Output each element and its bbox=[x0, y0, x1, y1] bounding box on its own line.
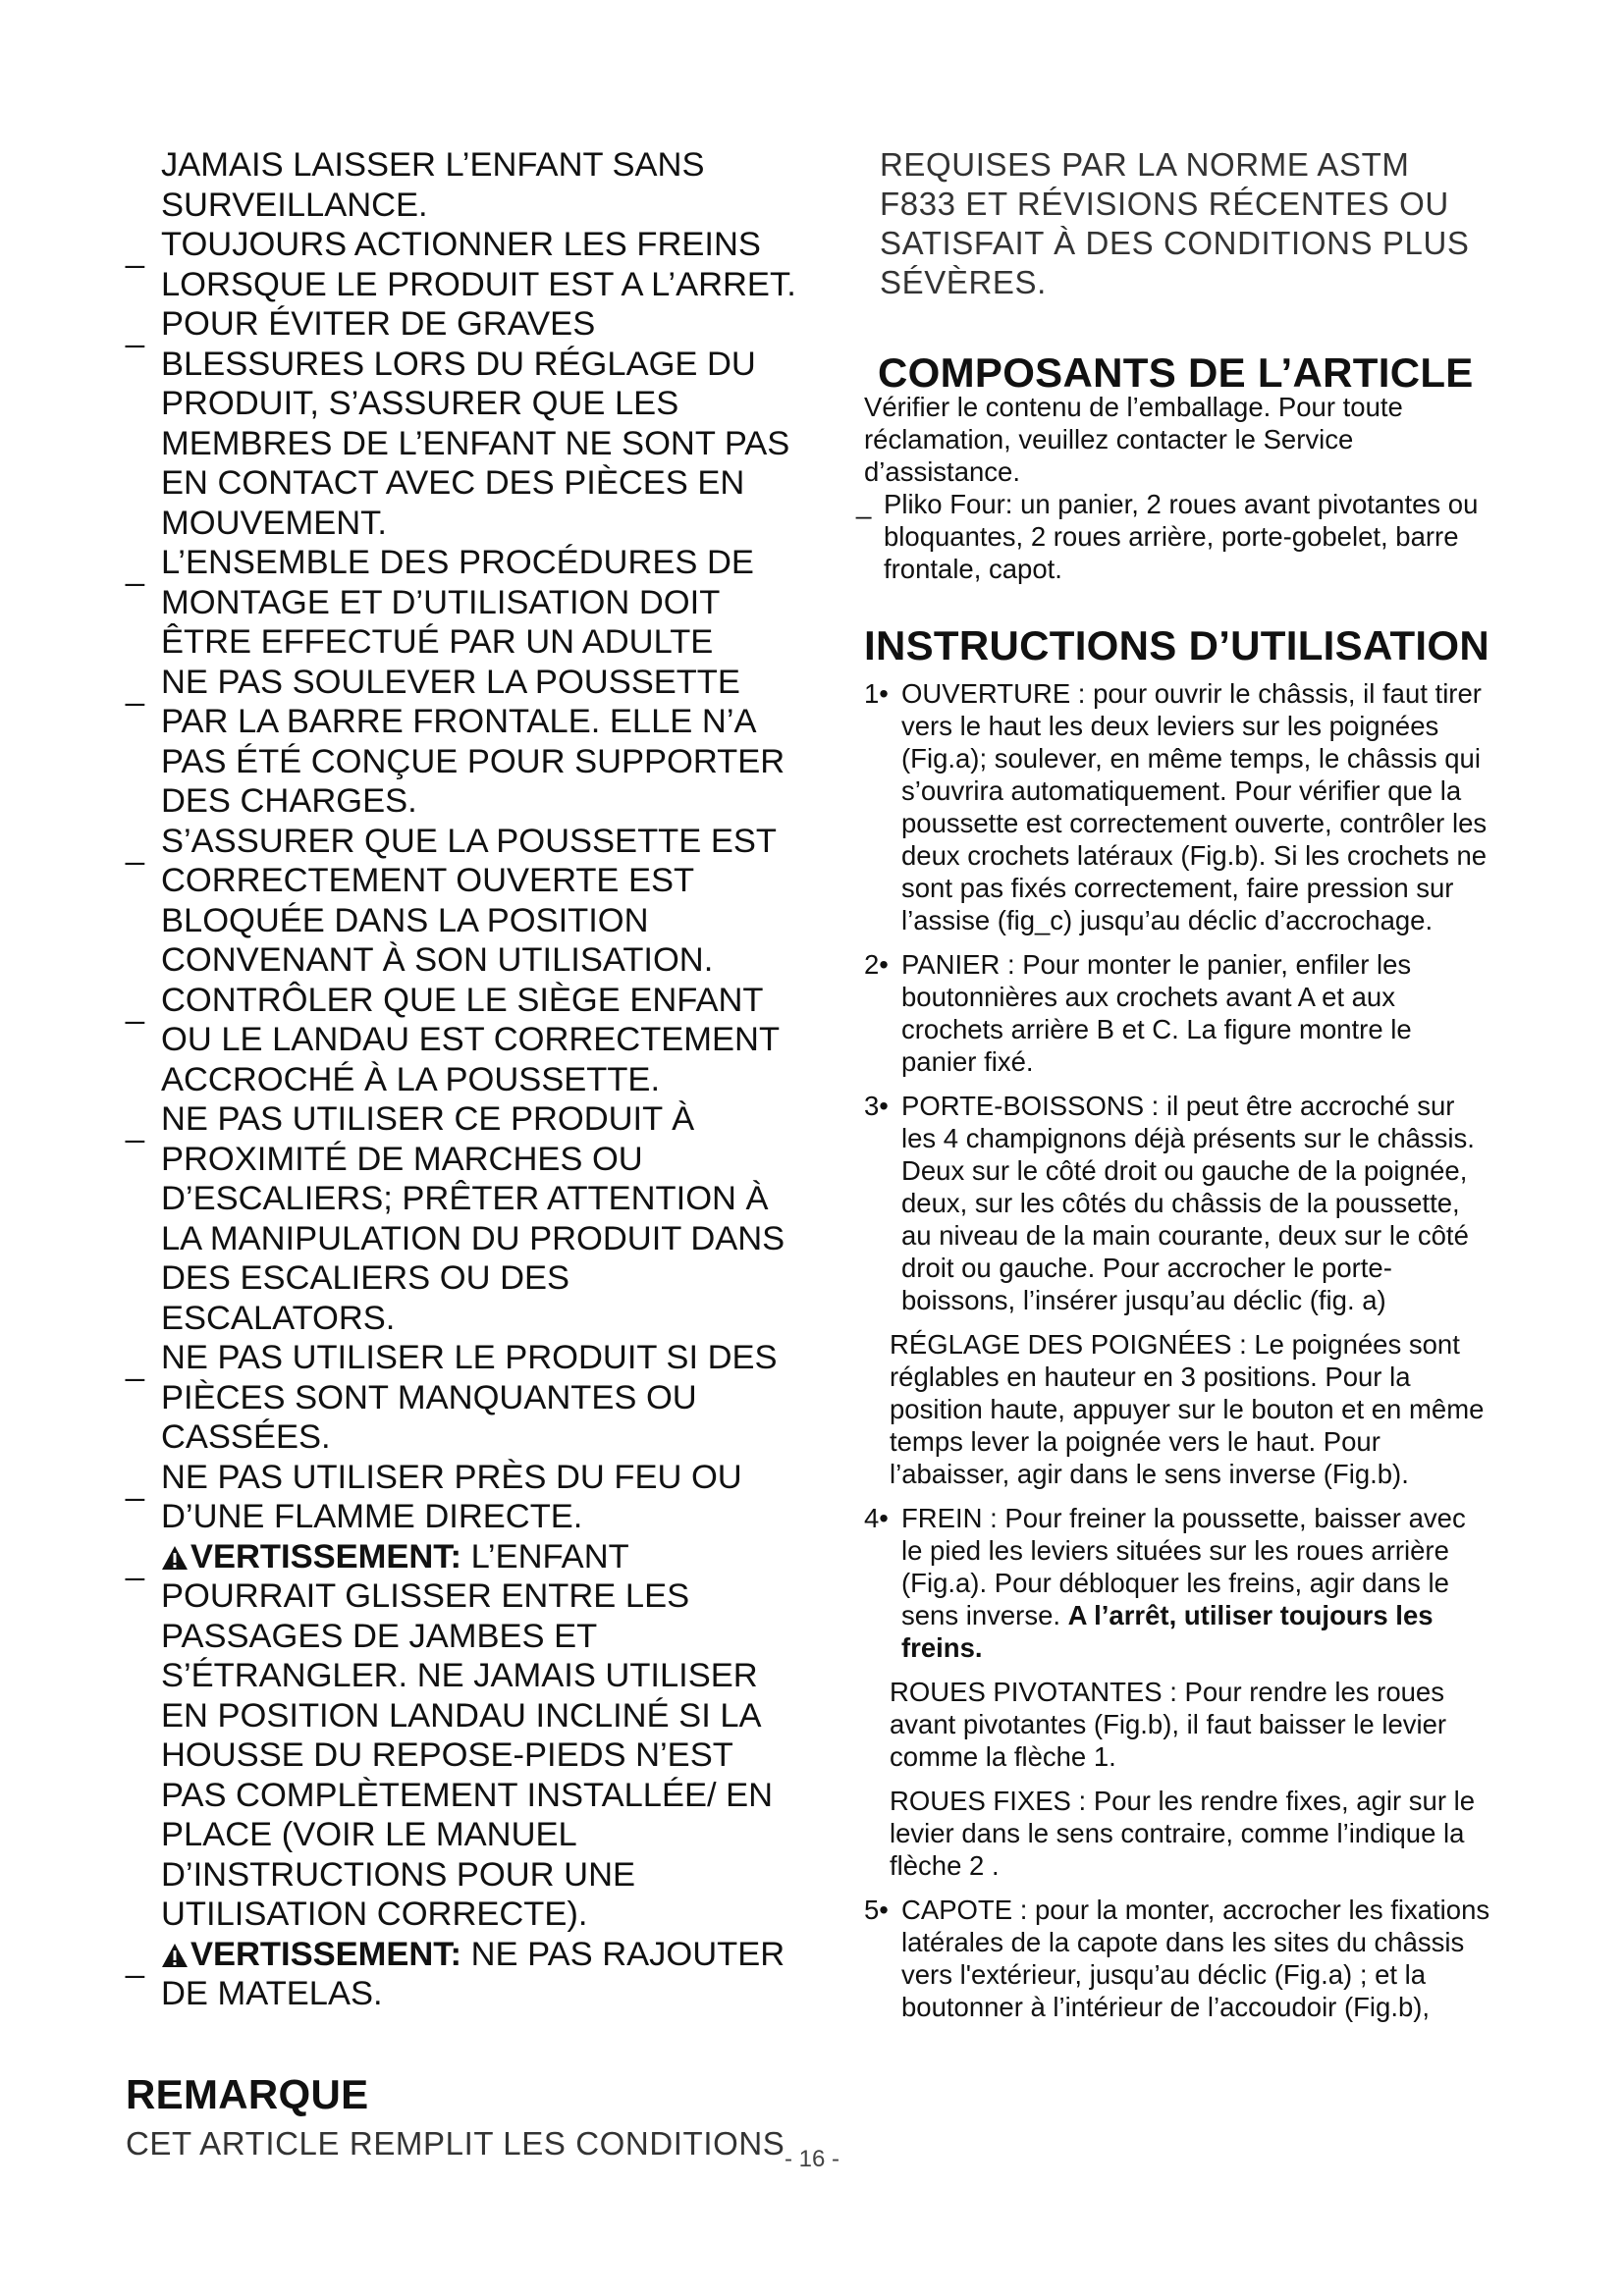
remarque-continuation: REQUISES PAR LA NORME ASTM F833 ET RÉVISIONS RÉCENTES OU SATISFAIT À DES CONDITIONS PLUS SÉVÈRES. bbox=[880, 146, 1470, 300]
step-porte-boissons: 3• PORTE-BOISSONS : il peut être accroché sur les 4 champignons déjà présents sur le châssis. Deux sur le côté droit ou gauche de la poignée, deux, sur les côtés du châssis de la poussette, au niveau de la main courante, deux sur le côté droit ou gauche. Pour accrocher le porte-boissons, l’insérer jusqu’au déclic (fig. a) bbox=[864, 1091, 1475, 1315]
right-column bbox=[856, 145, 1492, 2035]
warning-item: _ TOUJOURS ACTIONNER LES FREINS LORSQUE LE PRODUIT EST A L’ARRET. bbox=[126, 226, 796, 303]
left-column bbox=[126, 145, 803, 2163]
warning-item: _ S’ASSURER QUE LA POUSSETTE EST CORRECTEMENT OUVERTE EST BLOQUÉE DANS LA POSITION CONVENANT À SON UTILISATION. bbox=[126, 822, 777, 979]
components-item: _ Pliko Four: un panier, 2 roues avant pivotantes ou bloquantes, 2 roues arrière, porte-gobelet, barre frontale, capot. bbox=[856, 489, 1479, 584]
warning-item: _ NE PAS SOULEVER LA POUSSETTE PAR LA BARRE FRONTALE. ELLE N’A PAS ÉTÉ CONÇUE POUR SUPPORTER DES CHARGES. bbox=[126, 663, 785, 820]
avertissement-label: VERTISSEMENT: bbox=[190, 1537, 462, 1575]
instructions-list-2 bbox=[864, 1502, 1492, 1664]
instructions-list bbox=[864, 677, 1492, 1316]
reglage-poignees: RÉGLAGE DES POIGNÉES : Le poignées sont réglables en hauteur en 3 positions. Pour la position haute, appuyer sur le bouton et en même temps lever la poignée vers le haut. Pour l’abaisser, agir dans le sens inverse (Fig.b). bbox=[890, 1329, 1485, 1489]
warning-item: _ NE PAS UTILISER LE PRODUIT SI DES PIÈCES SONT MANQUANTES OU CASSÉES. bbox=[126, 1339, 778, 1456]
warning-item: _ L’ENSEMBLE DES PROCÉDURES DE MONTAGE ET D’UTILISATION DOIT ÊTRE EFFECTUÉ PAR UN ADULTE bbox=[126, 544, 754, 661]
warning-item: JAMAIS LAISSER L’ENFANT SANS SURVEILLANCE. bbox=[161, 146, 705, 224]
instructions-heading: INSTRUCTIONS D’UTILISATION bbox=[864, 622, 1489, 668]
page-number: - 16 - bbox=[784, 2146, 839, 2172]
warning-item: _ NE PAS UTILISER CE PRODUIT À PROXIMITÉ DE MARCHES OU D’ESCALIERS; PRÊTER ATTENTION À LA MANIPULATION DU PRODUIT DANS DES ESCALIERS OU DES ESCALATORS. bbox=[126, 1100, 785, 1337]
warning-triangle-icon bbox=[161, 1545, 189, 1571]
step-ouverture: 1• OUVERTURE : pour ouvrir le châssis, il faut tirer vers le haut les deux leviers sur les poignées (Fig.a); soulever, en même temps, le châssis qui s’ouvrira automatiquement. Pour vérifier que la poussette est correctement ouverte, contrôler les deux crochets latéraux (Fig.b). Si les crochets ne sont pas fixés correctement, faire pression sur l’assise (fig_c) jusqu’au déclic d’accrochage. bbox=[864, 678, 1488, 935]
step-panier: 2• PANIER : Pour monter le panier, enfiler les boutonnières aux crochets avant A et aux crochets arrière B et C. La figure montre le panier fixé. bbox=[864, 949, 1412, 1077]
frein-warning: A l’arrêt, utiliser toujours les freins. bbox=[901, 1600, 1434, 1663]
warning-avertissement-a: _ VERTISSEMENT: L’ENFANT POURRAIT GLISSER ENTRE LES PASSAGES DE JAMBES ET S’ÉTRANGLER. NE JAMAIS UTILISER EN POSITION LANDAU INCLINÉ SI LA HOUSSE DU REPOSE-PIEDS N’EST PAS COMPLÈTEMENT INSTALLÉE/ EN PLACE (VOIR LE MANUEL D’INSTRUCTIONS POUR UNE UTILISATION CORRECTE). bbox=[126, 1537, 774, 1933]
components-intro: Vérifier le contenu de l’emballage. Pour toute réclamation, veuillez contacter le Service d’assistance. bbox=[864, 392, 1403, 487]
warning-triangle-icon bbox=[161, 1943, 189, 1968]
roues-fixes: ROUES FIXES : Pour les rendre fixes, agir sur le levier dans le sens contraire, comme l’indique la flèche 2 . bbox=[890, 1786, 1476, 1881]
warning-item: _ NE PAS UTILISER PRÈS DU FEU OU D’UNE FLAMME DIRECTE. bbox=[126, 1458, 742, 1535]
avertissement-text: NE PAS RAJOUTER DE MATELAS. bbox=[161, 1935, 785, 2012]
warning-item: _ POUR ÉVITER DE GRAVES BLESSURES LORS DU RÉGLAGE DU PRODUIT, S’ASSURER QUE LES MEMBRES DE L’ENFANT NE SONT PAS EN CONTACT AVEC DES PIÈCES EN MOUVEMENT. bbox=[126, 305, 790, 542]
step-capote: 5• CAPOTE : pour la monter, accrocher les fixations latérales de la capote dans les sites du châssis vers l'extérieur, jusqu’au déclic (Fig.a) ; et la boutonner à l’intérieur de l’accoudoir (Fig.b), bbox=[864, 1895, 1490, 2022]
avertissement-label: VERTISSEMENT: bbox=[190, 1935, 462, 1973]
remarque-heading: REMARQUE bbox=[126, 2070, 369, 2117]
warning-list bbox=[126, 145, 803, 2014]
warning-item: _ CONTRÔLER QUE LE SIÈGE ENFANT OU LE LANDAU EST CORRECTEMENT ACCROCHÉ À LA POUSSETTE. bbox=[126, 981, 780, 1098]
avertissement-text: L’ENFANT POURRAIT GLISSER ENTRE LES PASSAGES DE JAMBES ET S’ÉTRANGLER. NE JAMAIS UTILISER EN POSITION LANDAU INCLINÉ SI LA HOUSSE DU REPOSE-PIEDS N’EST PAS COMPLÈTEMENT INSTALLÉE/ EN PLACE (VOIR LE MANUEL D’INSTRUCTIONS POUR UNE UTILISATION CORRECTE). bbox=[161, 1537, 774, 1933]
components-heading: COMPOSANTS DE L’ARTICLE bbox=[878, 349, 1474, 396]
instructions-list-3 bbox=[864, 1894, 1492, 2023]
roues-pivotantes: ROUES PIVOTANTES : Pour rendre les roues avant pivotantes (Fig.b), il faut baisser le levier comme la flèche 1. bbox=[890, 1677, 1447, 1772]
warning-avertissement-b: _ VERTISSEMENT: NE PAS RAJOUTER DE MATELAS. bbox=[126, 1935, 785, 2012]
step-frein: 4• FREIN : Pour freiner la poussette, baisser avec le pied les leviers situées sur les roues arrière (Fig.a). Pour débloquer les freins, agir dans le sens inverse. A l’arrêt, utiliser toujours les freins. bbox=[864, 1503, 1466, 1663]
remarque-text: CET ARTICLE REMPLIT LES CONDITIONS bbox=[126, 2124, 785, 2162]
